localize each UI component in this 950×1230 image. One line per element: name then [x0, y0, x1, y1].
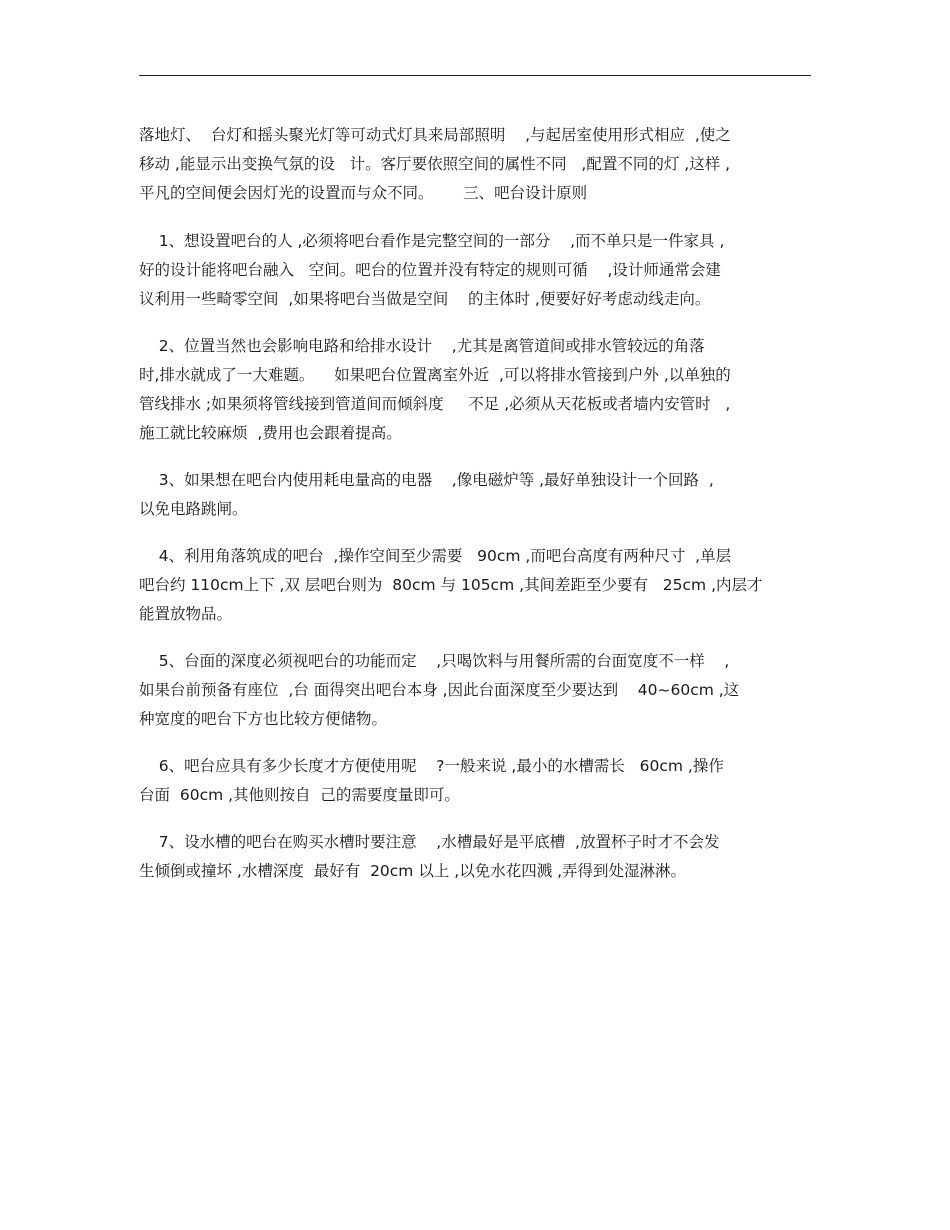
text-line: 好的设计能将吧台融入 空间。吧台的位置并没有特定的规则可循 ,设计师通常会建: [139, 261, 721, 279]
paragraph-item-3: [139, 466, 819, 524]
paragraph-item-6: [139, 752, 819, 810]
text-line: 台面 60cm ,其他则按自 己的需要度量即可。: [139, 786, 460, 804]
text-line: 时,排水就成了一大难题。 如果吧台位置离室外近 ,可以将排水管接到户外 ,以单独的: [139, 366, 731, 384]
text-line: 管线排水 ;如果须将管线接到管道间而倾斜度 不足 ,必须从天花板或者墙内安管时 ,: [139, 395, 731, 413]
text-line: 2、位置当然也会影响电路和给排水设计 ,尤其是离管道间或排水管较远的角落: [139, 337, 705, 355]
text-line: 种宽度的吧台下方也比较方便储物。: [139, 710, 388, 728]
text-line: 6、吧台应具有多少长度才方便使用呢 ?一般来说 ,最小的水槽需长 60cm ,操作: [139, 757, 724, 775]
text-line: 生倾倒或撞坏 ,水槽深度 最好有 20cm 以上 ,以免水花四溅 ,弄得到处湿淋淋。: [139, 862, 687, 880]
text-line: 施工就比较麻烦 ,费用也会跟着提高。: [139, 424, 402, 442]
text-line: 移动 ,能显示出变换气氛的设 计。客厅要依照空间的属性不同 ,配置不同的灯 ,这样 ,: [139, 155, 731, 173]
text-line: 3、如果想在吧台内使用耗电量高的电器 ,像电磁炉等 ,最好单独设计一个回路 ,: [139, 471, 714, 489]
header-rule: [139, 75, 811, 76]
text-line: 落地灯、 台灯和摇头聚光灯等可动式灯具来局部照明 ,与起居室使用形式相应 ,使之: [139, 126, 731, 144]
text-line: 如果台前预备有座位 ,台 面得突出吧台本身 ,因此台面深度至少要达到 40~60cm ,这: [139, 681, 740, 699]
text-line: 能置放物品。: [139, 605, 233, 623]
text-line: 吧台约 110cm上下 ,双 层吧台则为 80cm 与 105cm ,其间差距至少要有 25cm ,内层才: [139, 576, 763, 594]
paragraph-item-5: [139, 647, 819, 734]
text-line: 以免电路跳闸。: [139, 500, 248, 518]
text-line: 1、想设置吧台的人 ,必须将吧台看作是完整空间的一部分 ,而不单只是一件家具 ,: [139, 232, 725, 250]
paragraph-item-2: [139, 332, 819, 448]
document-body: [139, 121, 819, 904]
paragraph-item-4: [139, 542, 819, 629]
text-line: 议利用一些畸零空间 ,如果将吧台当做是空间 的主体时 ,便要好好考虑动线走向。: [139, 290, 711, 308]
text-line: 7、设水槽的吧台在购买水槽时要注意 ,水槽最好是平底槽 ,放置杯子时才不会发: [139, 833, 720, 851]
text-line: 4、利用角落筑成的吧台 ,操作空间至少需要 90cm ,而吧台高度有两种尺寸 ,单层: [139, 547, 732, 565]
paragraph-item-1: [139, 227, 819, 314]
paragraph-item-7: [139, 828, 819, 886]
paragraph-intro: [139, 121, 819, 208]
text-line: 5、台面的深度必须视吧台的功能而定 ,只喝饮料与用餐所需的台面宽度不一样 ,: [139, 652, 730, 670]
text-line: 平凡的空间便会因灯光的设置而与众不同。 三、吧台设计原则: [139, 184, 588, 202]
